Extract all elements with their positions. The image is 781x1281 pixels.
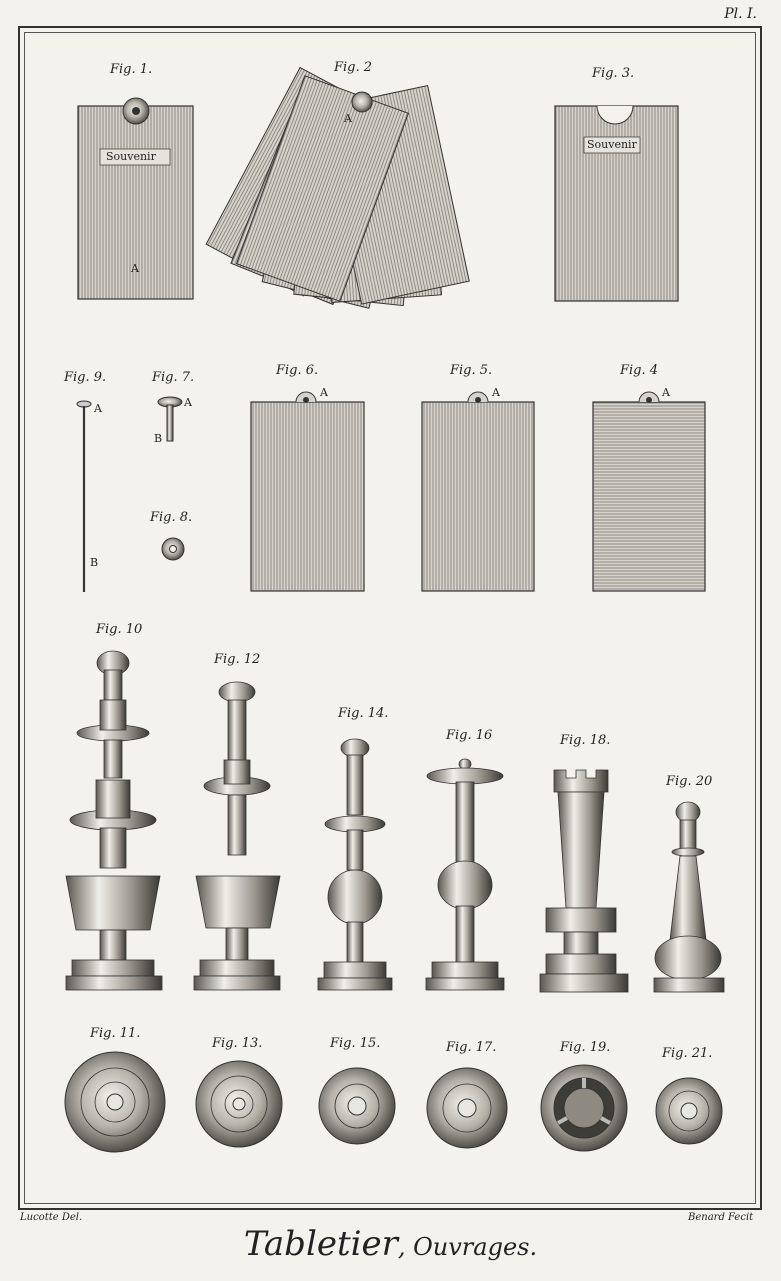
plate-title (0, 1224, 781, 1264)
fig9-pin (77, 401, 91, 592)
caption-fig15: Fig. 15. (330, 1036, 381, 1051)
letter-a-fig5: A (492, 386, 500, 399)
fig8-washer (162, 538, 184, 560)
fig18-rook (540, 770, 628, 992)
engraver-signature: Benard Fecit (688, 1212, 754, 1223)
plate-number: Pl. I. (724, 6, 757, 22)
fig16-piece (426, 759, 504, 990)
caption-fig1: Fig. 1. (110, 62, 153, 77)
caption-fig16: Fig. 16 (446, 728, 493, 743)
caption-fig7: Fig. 7. (152, 370, 195, 385)
caption-fig17: Fig. 17. (446, 1040, 497, 1055)
fig15-base (319, 1068, 395, 1144)
caption-fig14: Fig. 14. (338, 706, 389, 721)
letter-a-fig2: A (344, 112, 352, 125)
caption-fig20: Fig. 20 (666, 774, 713, 789)
caption-fig12: Fig. 12 (214, 652, 261, 667)
fig3-tablet (555, 106, 678, 301)
caption-fig2: Fig. 2 (334, 60, 373, 75)
fig12-piece (194, 682, 280, 990)
caption-fig21: Fig. 21. (662, 1046, 713, 1061)
plate-title-main: Tabletier (243, 1224, 398, 1264)
fig11-base (65, 1052, 165, 1152)
fig6-tablet (251, 392, 364, 591)
letter-a-fig7: A (184, 396, 192, 409)
souvenir-label-fig3: Souvenir (587, 138, 637, 151)
caption-fig4: Fig. 4 (620, 363, 659, 378)
fig17-base (427, 1068, 507, 1148)
fig20-pawn (654, 802, 724, 992)
letter-b-fig7: B (154, 432, 163, 445)
fig5-tablet (422, 392, 534, 591)
caption-fig9: Fig. 9. (64, 370, 107, 385)
caption-fig6: Fig. 6. (276, 363, 319, 378)
letter-a-fig4: A (662, 386, 670, 399)
caption-fig5: Fig. 5. (450, 363, 493, 378)
caption-fig13: Fig. 13. (212, 1036, 263, 1051)
fig14-piece (318, 739, 392, 990)
caption-fig10: Fig. 10 (96, 622, 143, 637)
fig2-fanned-tablets (206, 68, 469, 309)
letter-a-fig9: A (94, 402, 102, 415)
souvenir-label-fig1: Souvenir (106, 150, 156, 163)
fig21-base (656, 1078, 722, 1144)
caption-fig11: Fig. 11. (90, 1026, 141, 1041)
draftsman-signature: Lucotte Del. (20, 1212, 83, 1223)
letter-a-fig1: A (131, 262, 139, 275)
letter-b-fig9: B (90, 556, 99, 569)
fig10-piece (66, 651, 162, 990)
letter-a-fig6: A (320, 386, 328, 399)
caption-fig3: Fig. 3. (592, 66, 635, 81)
caption-fig18: Fig. 18. (560, 733, 611, 748)
caption-fig8: Fig. 8. (150, 510, 193, 525)
plate-title-sub: , Ouvrages. (397, 1233, 538, 1261)
fig19-base (541, 1065, 627, 1151)
fig4-tablet (593, 392, 705, 591)
fig13-base (196, 1061, 282, 1147)
caption-fig19: Fig. 19. (560, 1040, 611, 1055)
